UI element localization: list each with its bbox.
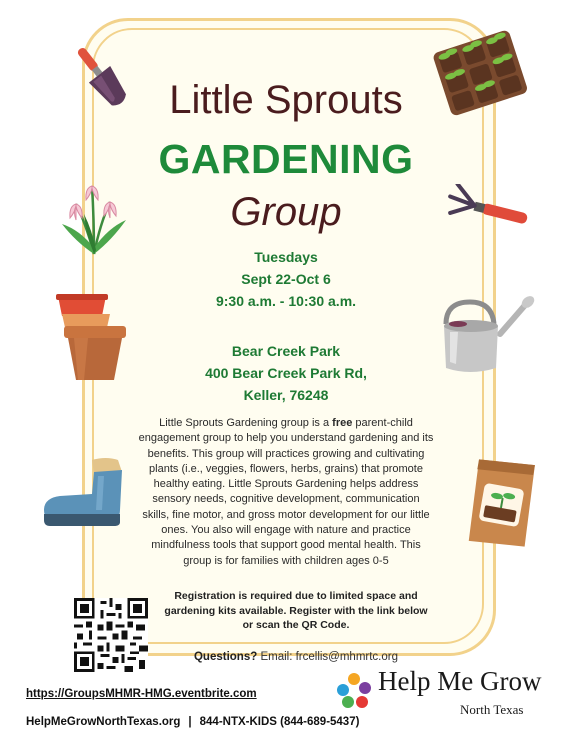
help-me-grow-logo-icon <box>334 670 374 714</box>
location-name: Bear Creek Park <box>231 343 341 359</box>
snowdrop-flower-icon <box>56 164 132 256</box>
footer <box>26 716 359 728</box>
footer-separator: | <box>188 716 192 728</box>
title-line-1: Little Sprouts <box>169 78 403 122</box>
title-line-3: Group <box>230 190 342 234</box>
title-line-2: GARDENING <box>158 136 414 182</box>
schedule-time: 9:30 a.m. - 10:30 a.m. <box>215 293 357 309</box>
logo-name: Help Me Grow <box>378 666 542 696</box>
registration-note: Registration is required due to limited space and gardening kits available. Register with the link below or scan the QR Code. <box>164 590 428 631</box>
eventbrite-link[interactable]: https://GroupsMHMR-HMG.eventbrite.com <box>26 688 257 700</box>
schedule <box>100 246 472 312</box>
location <box>100 340 472 406</box>
rain-boot-icon <box>40 454 130 528</box>
footer-phone: 844-NTX-KIDS (844-689-5437) <box>199 716 360 728</box>
footer-website[interactable]: HelpMeGrowNorthTexas.org <box>26 716 181 728</box>
qr-code-icon[interactable] <box>74 598 148 672</box>
schedule-dates: Sept 22-Oct 6 <box>241 271 331 287</box>
watering-can-icon <box>436 294 536 378</box>
logo-subtitle: North Texas <box>460 702 524 717</box>
seedling-tray-icon <box>430 26 530 118</box>
description-free: free <box>332 417 353 429</box>
seed-packet-icon <box>462 454 542 550</box>
description: Little Sprouts Gardening group is a free parent-child engagement group to help you understand gardening and its benefits. This group will practices growing and cultivating plants (i.e., veggies, flowers, herbs, grains) that promote healthy eating. Little Sprouts Gardening helps address sensory needs, cognitive development, communication skills, fine motor, and gross motor development for our little ones. You also will engage with nature and practice mindfulness tools that support good mental health. This group is for families with children ages 0-5 <box>138 417 434 567</box>
location-street: 400 Bear Creek Park Rd, <box>205 365 367 381</box>
schedule-day: Tuesdays <box>254 249 318 265</box>
flower-pots-icon <box>54 292 134 384</box>
hand-rake-icon <box>444 184 532 236</box>
location-city: Keller, 76248 <box>243 387 329 403</box>
questions-line <box>160 651 432 663</box>
trowel-icon <box>64 40 138 114</box>
questions-email: Email: frcellis@mhmrtc.org <box>257 651 398 663</box>
help-me-grow-logo <box>334 666 562 726</box>
questions-label: Questions? <box>193 651 258 663</box>
